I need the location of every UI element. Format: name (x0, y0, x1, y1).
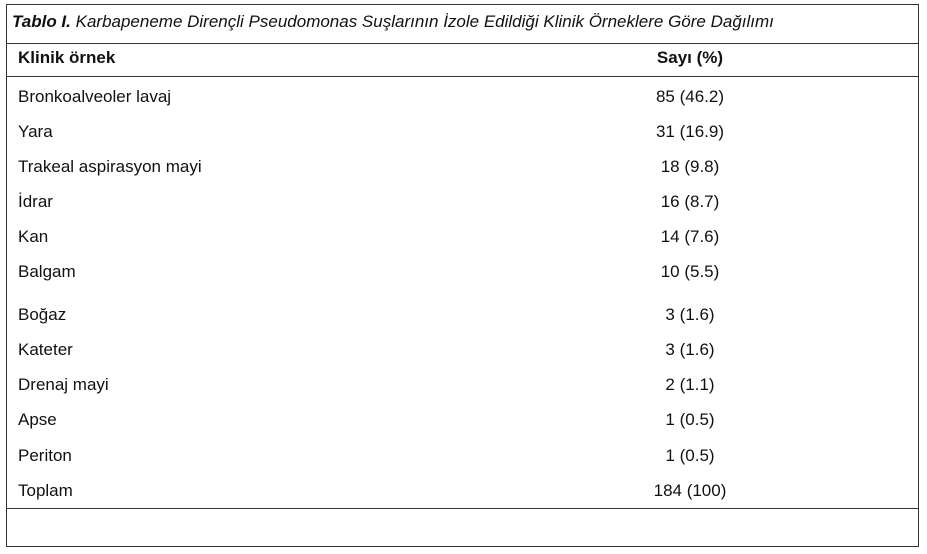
table-total-row (0, 481, 927, 507)
row-count: 2 (1.1) (665, 375, 715, 394)
table-row (0, 446, 927, 472)
row-count: 184 (100) (653, 481, 727, 500)
table-bottom-rule (6, 508, 919, 509)
table-row (0, 227, 927, 253)
table-row (0, 87, 927, 113)
row-count: 31 (16.9) (655, 122, 725, 141)
table-row (0, 122, 927, 148)
row-specimen: Kateter (18, 340, 73, 359)
table-row (0, 305, 927, 331)
row-count: 1 (0.5) (665, 446, 715, 465)
row-count: 18 (9.8) (660, 157, 720, 176)
row-specimen: Drenaj mayi (18, 375, 109, 394)
row-count: 16 (8.7) (660, 192, 720, 211)
row-count: 3 (1.6) (665, 305, 715, 324)
table-header-rule (6, 76, 919, 77)
table-row (0, 340, 927, 366)
table-row (0, 157, 927, 183)
table-top-rule (6, 43, 919, 44)
row-specimen: Trakeal aspirasyon mayi (18, 157, 202, 176)
table-header-row (0, 48, 927, 74)
table-row (0, 192, 927, 218)
row-specimen: Kan (18, 227, 49, 246)
row-specimen: Periton (18, 446, 72, 465)
header-specimen: Klinik örnek (18, 48, 116, 67)
table-row (0, 262, 927, 288)
row-specimen: Apse (18, 410, 57, 429)
row-count: 85 (46.2) (655, 87, 725, 106)
row-count: 1 (0.5) (665, 410, 715, 429)
row-specimen: Boğaz (18, 305, 67, 324)
table-caption (12, 12, 774, 32)
row-specimen: İdrar (18, 192, 53, 211)
row-specimen: Toplam (18, 481, 73, 500)
row-count: 3 (1.6) (665, 340, 715, 359)
table-row (0, 410, 927, 436)
table-caption-label: Tablo I. (12, 12, 71, 31)
row-specimen: Bronkoalveoler lavaj (18, 87, 172, 106)
header-count: Sayı (%) (656, 48, 724, 67)
row-count: 10 (5.5) (660, 262, 720, 281)
row-count: 14 (7.6) (660, 227, 720, 246)
row-specimen: Balgam (18, 262, 76, 281)
row-specimen: Yara (18, 122, 53, 141)
table-row (0, 375, 927, 401)
table-caption-text: Karbapeneme Dirençli Pseudomonas Suşlarının İzole Edildiği Klinik Örneklere Göre Dağılımı (75, 12, 774, 31)
